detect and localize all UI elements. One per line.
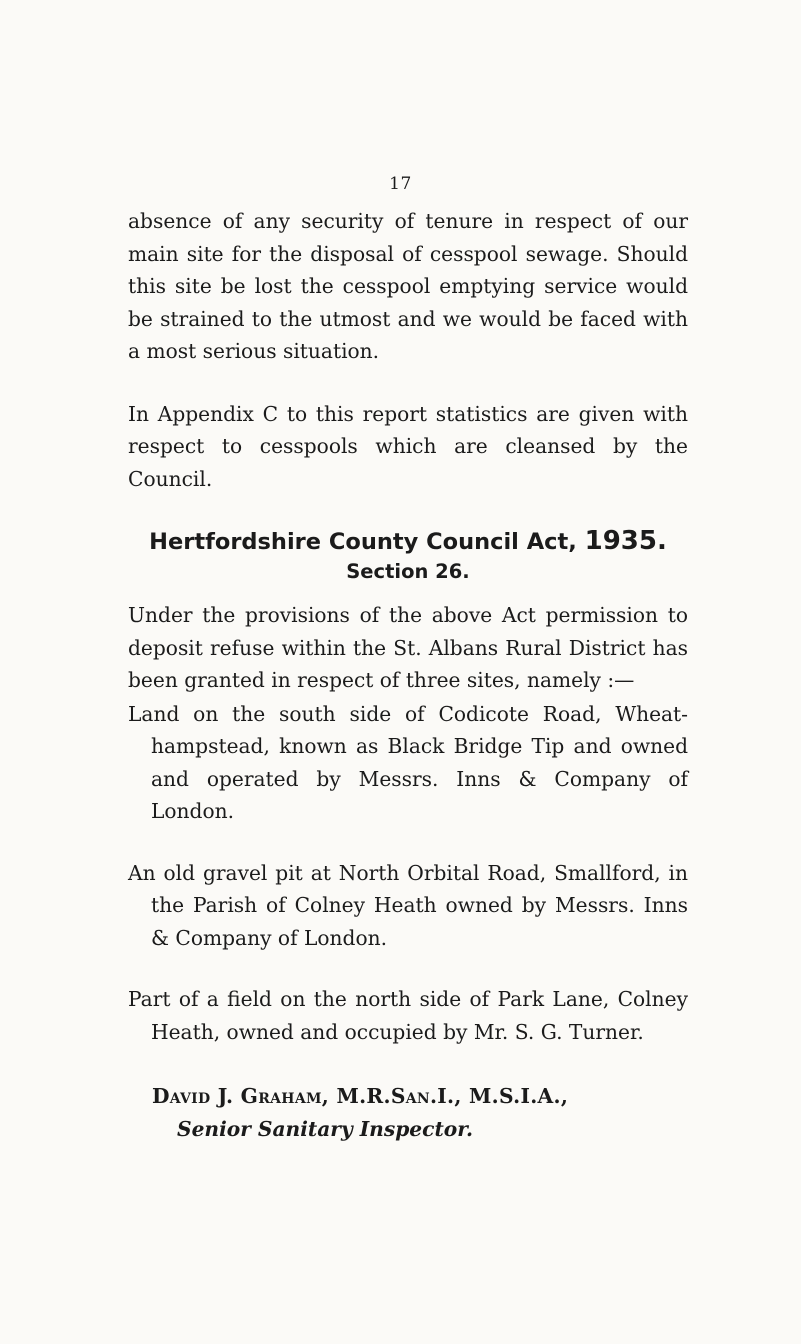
signatory-title: Senior Sanitary Inspector. [177,1117,474,1141]
paragraph-provisions: Under the provisions of the above Act permission to deposit refuse within the St. Albans Rural District has been granted in respect of three sites, namely :— [128,603,688,692]
section-subheading: Section 26. [346,560,470,583]
site-item: An old gravel pit at North Orbital Road, Smallford, in the Parish of Colney Heath owned by Messrs. Inns & Company of London. [128,860,688,950]
heading-year: 1935. [584,526,667,556]
site-item: Part of a field on the north side of Park Lane, Colney Heath, owned and occupied by Mr. S. G. Turner. [128,987,688,1044]
section-heading [128,526,688,557]
site-item: Land on the south side of Codicote Road, Wheat-hampstead, known as Black Bridge Tip and owned and operated by Messrs. Inns & Company of London. [128,701,688,823]
paragraph-cesspool-site: absence of any security of tenure in respect of our main site for the disposal of cesspool sewage. Should this site be lost the cesspool emptying service would be strained to the utmost and we would be faced with a most serious situation. [128,209,688,363]
signatory-name: David J. Graham, M.R.San.I., M.S.I.A., [152,1084,569,1108]
heading-title: Hertfordshire County Council Act, [149,529,577,555]
page-number: 17 [389,174,412,194]
page-body [128,205,688,1146]
signature-block [128,1080,688,1146]
paragraph-appendix-c: In Appendix C to this report statistics are given with respect to cesspools which are cleansed by the Council. [128,401,688,491]
